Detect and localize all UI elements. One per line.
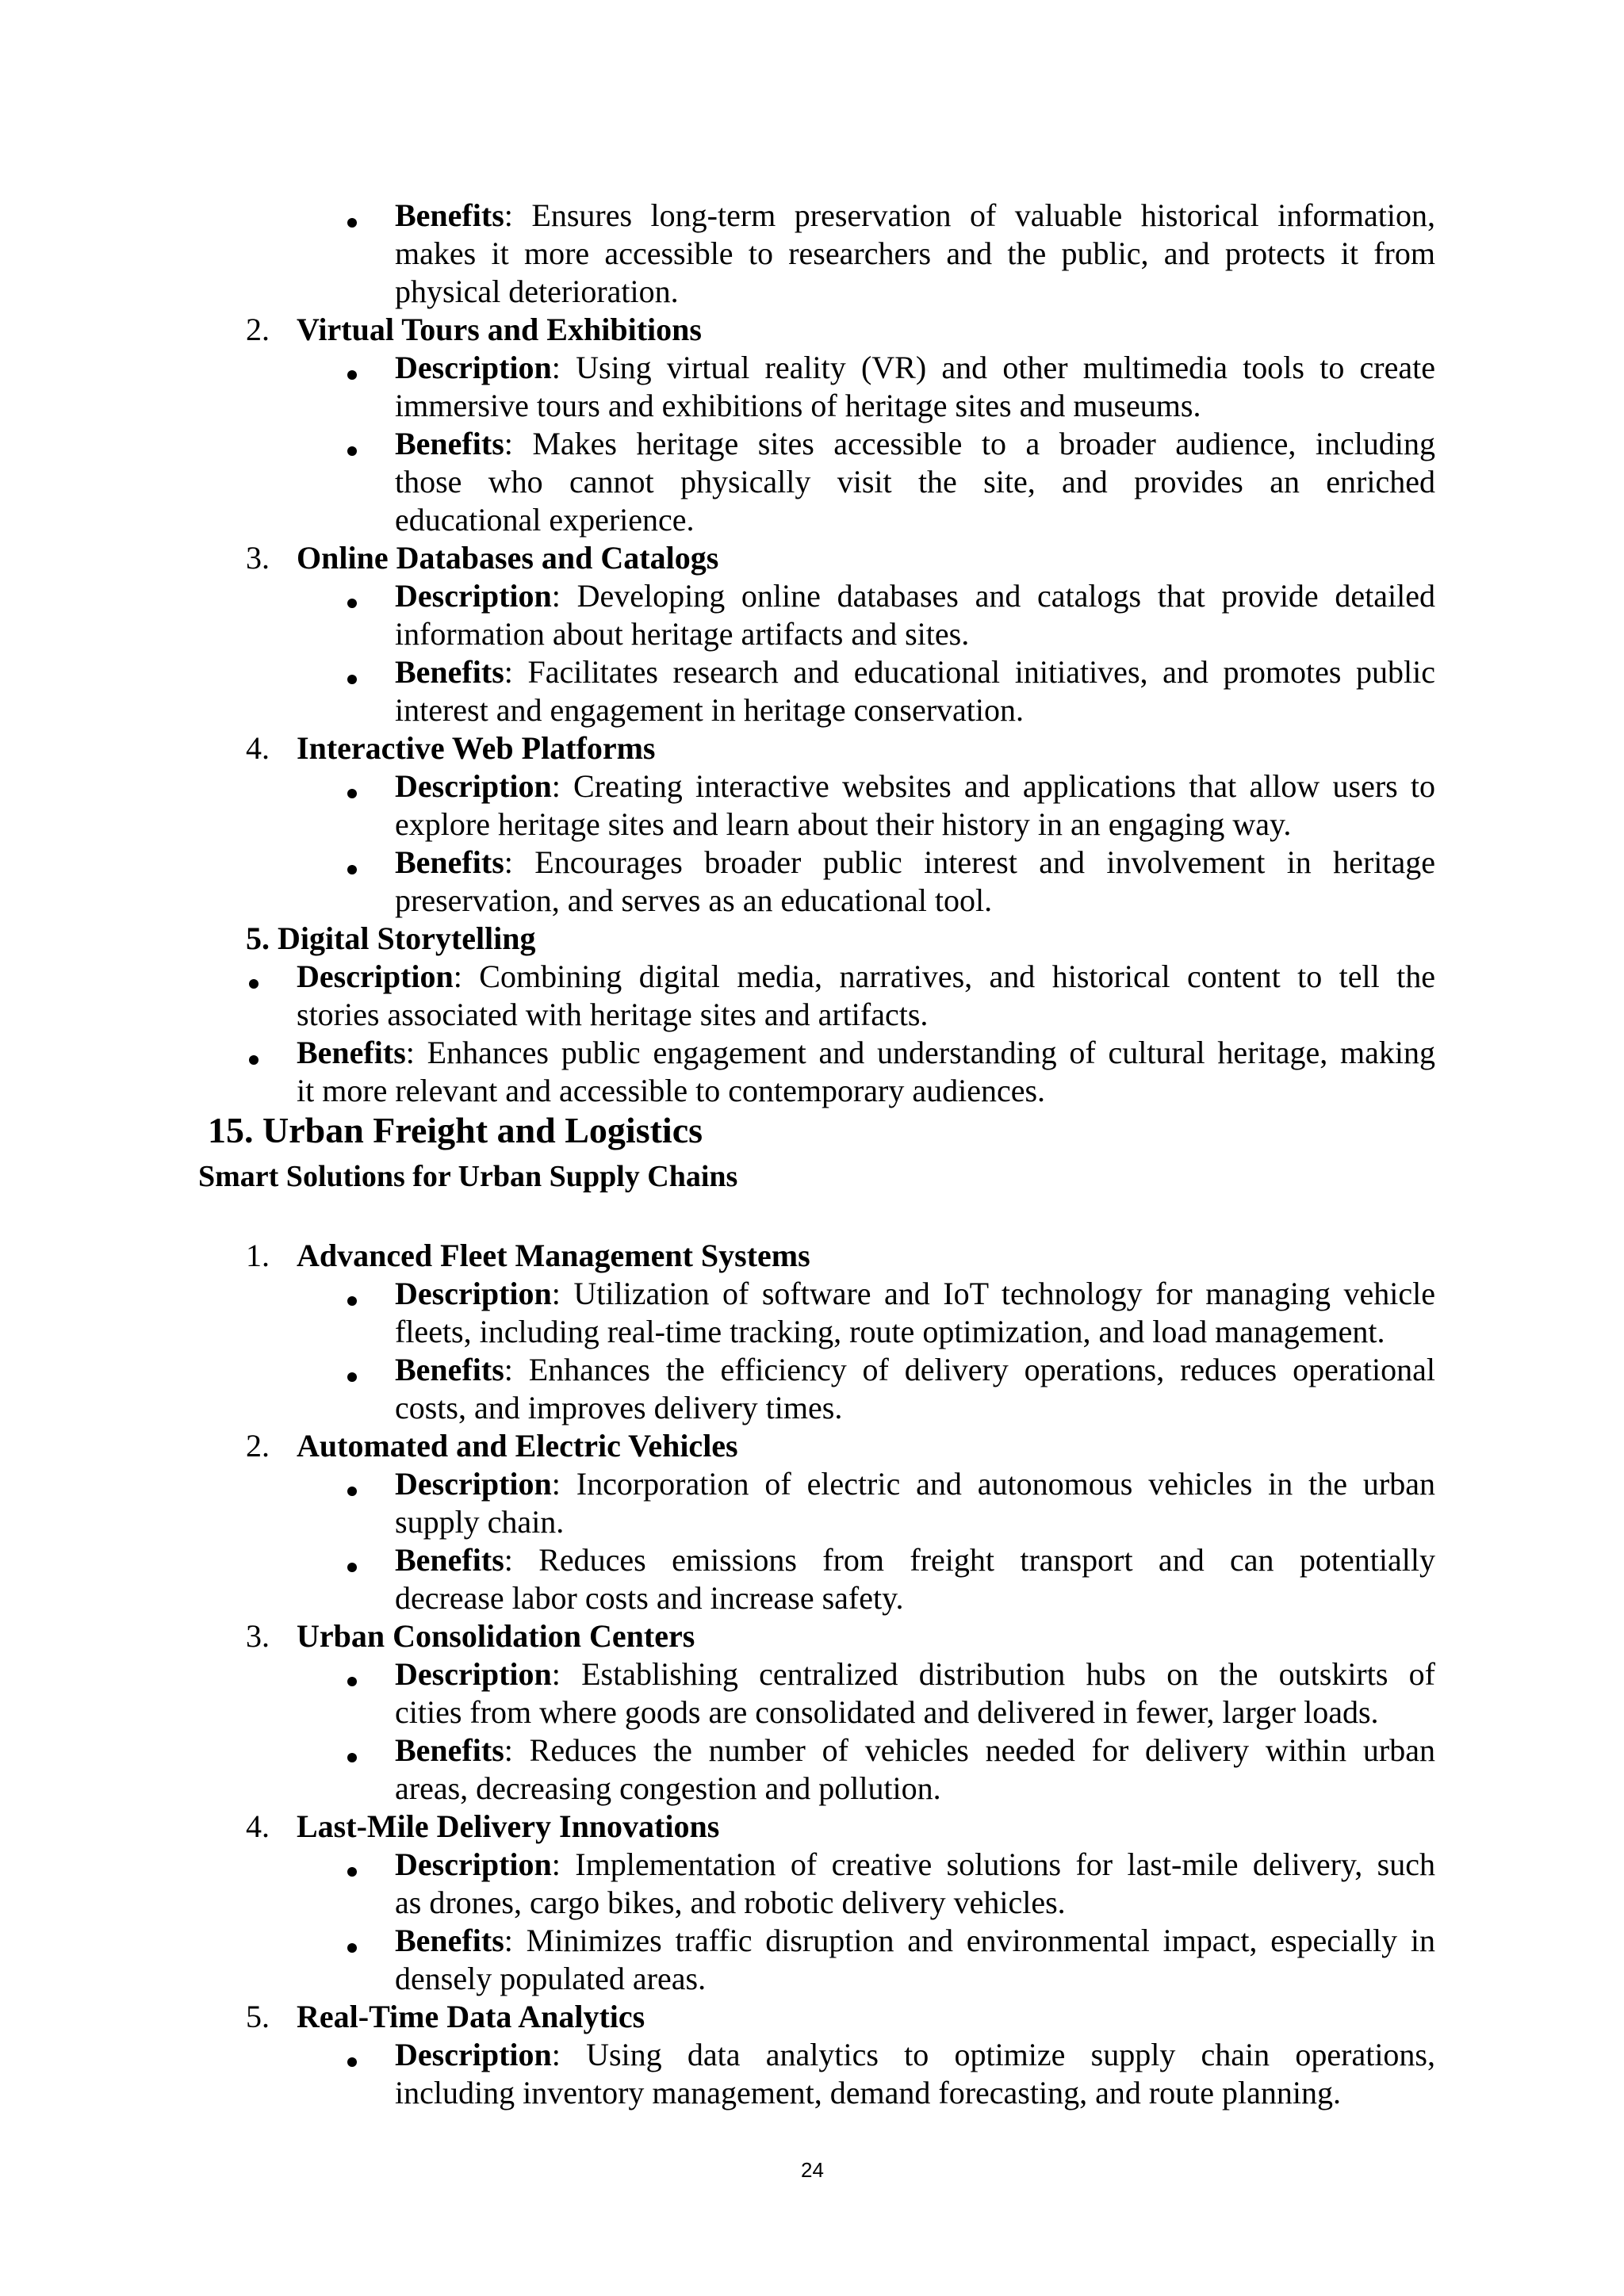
bullet bbox=[249, 979, 259, 989]
benefits-label: Benefits bbox=[395, 426, 504, 461]
benefits-line: costs, and improves delivery times. bbox=[395, 1390, 843, 1425]
benefits-line: Benefits: Ensures long-term preservation of valuable historical information, bbox=[395, 197, 1435, 233]
benefits-label: Benefits bbox=[395, 1732, 504, 1768]
description-line: Description: Using virtual reality (VR) and other multimedia tools to create bbox=[395, 350, 1435, 385]
bullet bbox=[347, 1296, 357, 1306]
description-line: Description: Utilization of software and IoT technology for managing vehicle bbox=[395, 1276, 1435, 1311]
bullet bbox=[347, 370, 357, 380]
description-line: Description: Establishing centralized distribution hubs on the outskirts of bbox=[395, 1656, 1435, 1692]
bullet bbox=[347, 1943, 357, 1953]
benefits-label: Benefits bbox=[297, 1035, 406, 1070]
benefits-line: Benefits: Makes heritage sites accessible to a broader audience, including bbox=[395, 426, 1435, 461]
item-title: Interactive Web Platforms bbox=[297, 730, 656, 766]
item-title: Automated and Electric Vehicles bbox=[297, 1428, 738, 1464]
bullet bbox=[347, 1753, 357, 1762]
benefits-label: Benefits bbox=[395, 844, 504, 880]
description-line: immersive tours and exhibitions of heritage sites and museums. bbox=[395, 388, 1201, 423]
list-number: 3. bbox=[246, 1618, 270, 1654]
description-label: Description bbox=[395, 2037, 552, 2072]
section-heading: 15. Urban Freight and Logistics bbox=[208, 1110, 703, 1150]
list-number: 4. bbox=[246, 730, 270, 766]
description-label: Description bbox=[395, 1276, 552, 1311]
page-number: 24 bbox=[801, 2158, 824, 2182]
benefits-line: densely populated areas. bbox=[395, 1961, 707, 1996]
bullet bbox=[347, 675, 357, 684]
bullet bbox=[347, 865, 357, 874]
bullet bbox=[347, 1867, 357, 1877]
description-line: stories associated with heritage sites and artifacts. bbox=[297, 997, 929, 1032]
section-subheading: Smart Solutions for Urban Supply Chains bbox=[198, 1160, 738, 1193]
benefits-line: educational experience. bbox=[395, 502, 695, 538]
benefits-label: Benefits bbox=[395, 1542, 504, 1578]
description-line: Description: Combining digital media, narratives, and historical content to tell the bbox=[297, 959, 1435, 994]
item-title: Virtual Tours and Exhibitions bbox=[297, 312, 702, 347]
description-line: Description: Using data analytics to optimize supply chain operations, bbox=[395, 2037, 1435, 2072]
benefits-line: makes it more accessible to researchers and the public, and protects it from bbox=[395, 235, 1435, 271]
bullet bbox=[347, 599, 357, 608]
benefits-label: Benefits bbox=[395, 197, 504, 233]
benefits-label: Benefits bbox=[395, 1352, 504, 1387]
description-label: Description bbox=[395, 578, 552, 614]
item-title: Real-Time Data Analytics bbox=[297, 1999, 645, 2034]
benefits-line: Benefits: Facilitates research and educational initiatives, and promotes public bbox=[395, 654, 1435, 690]
description-line: including inventory management, demand forecasting, and route planning. bbox=[395, 2075, 1341, 2110]
description-line: Description: Incorporation of electric and autonomous vehicles in the urban bbox=[395, 1466, 1435, 1502]
bullet bbox=[347, 446, 357, 456]
list-number: 2. bbox=[246, 1428, 270, 1464]
benefits-line: it more relevant and accessible to contemporary audiences. bbox=[297, 1073, 1046, 1108]
list-number: 1. bbox=[246, 1238, 270, 1273]
benefits-line: preservation, and serves as an educational tool. bbox=[395, 882, 993, 918]
description-line: Description: Creating interactive websites and applications that allow users to bbox=[395, 768, 1435, 804]
description-label: Description bbox=[297, 959, 454, 994]
list-number: 3. bbox=[246, 540, 270, 576]
benefits-line: interest and engagement in heritage conservation. bbox=[395, 692, 1025, 728]
benefits-line: Benefits: Encourages broader public interest and involvement in heritage bbox=[395, 844, 1435, 880]
list-number: 4. bbox=[246, 1808, 270, 1844]
item-title: Urban Consolidation Centers bbox=[297, 1618, 695, 1654]
description-label: Description bbox=[395, 1466, 552, 1502]
description-line: supply chain. bbox=[395, 1504, 565, 1540]
benefits-line: decrease labor costs and increase safety. bbox=[395, 1580, 904, 1616]
item-title: Advanced Fleet Management Systems bbox=[297, 1238, 810, 1273]
description-label: Description bbox=[395, 350, 552, 385]
list-number: 5. bbox=[246, 1999, 270, 2034]
benefits-line: areas, decreasing congestion and pollution. bbox=[395, 1770, 941, 1806]
benefits-line: Benefits: Reduces emissions from freight transport and can potentially bbox=[395, 1542, 1435, 1578]
description-label: Description bbox=[395, 1656, 552, 1692]
bullet bbox=[347, 1563, 357, 1572]
description-line: fleets, including real-time tracking, route optimization, and load management. bbox=[395, 1314, 1385, 1349]
bullet bbox=[347, 1677, 357, 1686]
item-title: Online Databases and Catalogs bbox=[297, 540, 719, 576]
description-label: Description bbox=[395, 1846, 552, 1882]
benefits-line: Benefits: Minimizes traffic disruption and environmental impact, especially in bbox=[395, 1923, 1435, 1958]
bullet bbox=[347, 1372, 357, 1382]
benefits-line: those who cannot physically visit the site, and provides an enriched bbox=[395, 464, 1435, 499]
description-label: Description bbox=[395, 768, 552, 804]
description-line: Description: Implementation of creative solutions for last-mile delivery, such bbox=[395, 1846, 1435, 1882]
bullet bbox=[249, 1055, 259, 1065]
description-line: as drones, cargo bikes, and robotic delivery vehicles. bbox=[395, 1885, 1066, 1920]
description-line: Description: Developing online databases and catalogs that provide detailed bbox=[395, 578, 1435, 614]
description-line: explore heritage sites and learn about their history in an engaging way. bbox=[395, 806, 1292, 842]
benefits-line: Benefits: Enhances the efficiency of delivery operations, reduces operational bbox=[395, 1352, 1435, 1387]
benefits-label: Benefits bbox=[395, 654, 504, 690]
benefits-line: physical deterioration. bbox=[395, 274, 679, 309]
bullet bbox=[347, 789, 357, 798]
bullet bbox=[347, 2057, 357, 2067]
benefits-line: Benefits: Reduces the number of vehicles needed for delivery within urban bbox=[395, 1732, 1435, 1768]
item-title: 5. Digital Storytelling bbox=[246, 920, 536, 956]
bullet bbox=[347, 218, 357, 228]
list-number: 2. bbox=[246, 312, 270, 347]
description-line: information about heritage artifacts and sites. bbox=[395, 616, 970, 652]
bullet bbox=[347, 1487, 357, 1496]
benefits-label: Benefits bbox=[395, 1923, 504, 1958]
benefits-line: Benefits: Enhances public engagement and understanding of cultural heritage, making bbox=[297, 1035, 1435, 1070]
item-title: Last-Mile Delivery Innovations bbox=[297, 1808, 720, 1844]
description-line: cities from where goods are consolidated and delivered in fewer, larger loads. bbox=[395, 1694, 1379, 1730]
